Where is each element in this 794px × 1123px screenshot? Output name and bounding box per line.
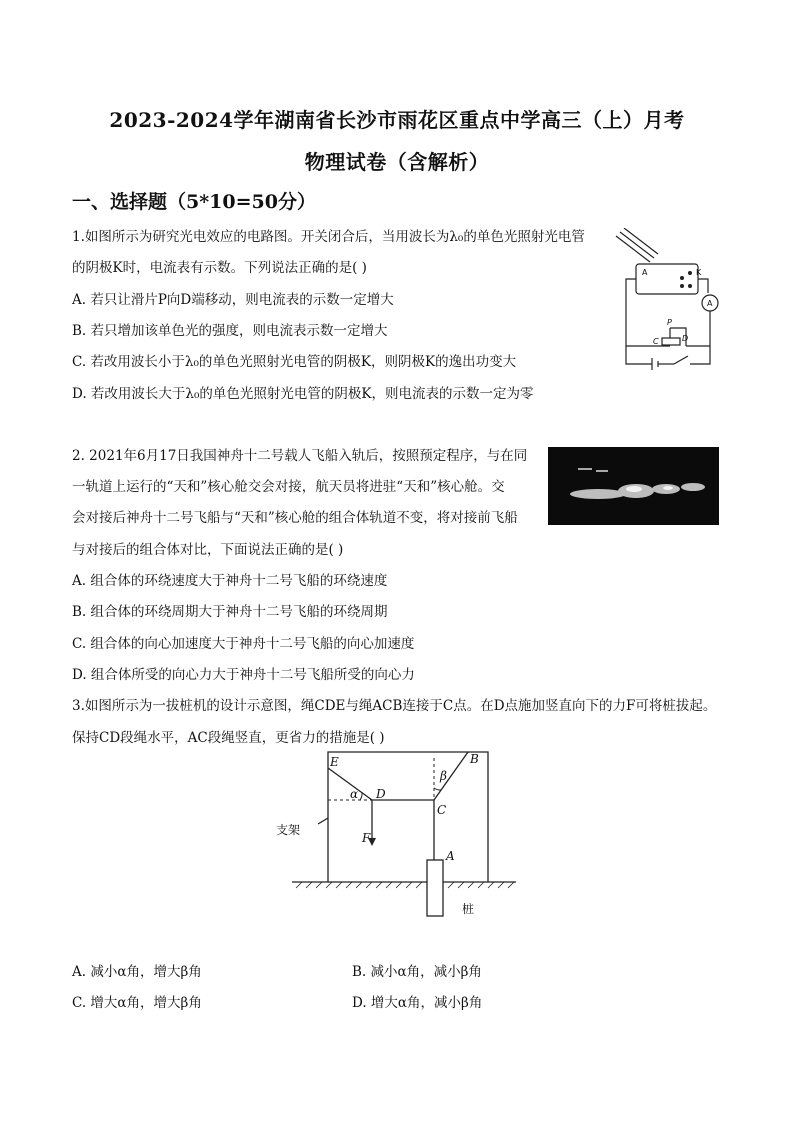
q2-stem-line4: 与对接后的组合体对比，下面说法正确的是( ) [72, 542, 344, 558]
q2-stem-line1: 2. 2021年6月17日我国神舟十二号载人飞船入轨后，按照预定程序，与在同 [72, 448, 528, 464]
q2-stem-line3: 会对接后神舟十二号飞船与“天和”核心舱的组合体轨道不变，将对接前飞船 [72, 510, 518, 526]
label-frame: 支架 [276, 823, 301, 837]
label-cathode: K [696, 268, 702, 277]
q1-stem-line2: 的阴极K时，电流表有示数。下列说法正确的是( ) [72, 260, 367, 276]
label-b: B [470, 752, 479, 766]
label-d: D [376, 787, 386, 801]
label-c: C [437, 803, 447, 817]
pile-puller-diagram [272, 748, 520, 918]
section-heading: 一、选择题（5*10=50分） [72, 191, 316, 213]
label-e: E [330, 755, 339, 769]
label-a: A [446, 849, 455, 863]
q2-option-c: C. 组合体的向心加速度大于神舟十二号飞船的向心加速度 [72, 636, 415, 652]
q2-option-a: A. 组合体的环绕速度大于神舟十二号飞船的环绕速度 [72, 573, 388, 589]
q2-stem-line2: 一轨道上运行的“天和”核心舱交会对接，航天员将进驻“天和”核心舱。交 [72, 479, 505, 495]
q1-option-d: D. 若改用波长大于λ₀的单色光照射光电管的阴极K，则电流表的示数一定为零 [72, 386, 534, 402]
q3-option-b: B. 减小α角，减小β角 [352, 964, 482, 980]
exam-title: 2023-2024学年湖南省长沙市雨花区重点中学高三（上）月考 [109, 108, 685, 132]
q1-option-a: A. 若只让滑片P向D端移动，则电流表的示数一定增大 [72, 292, 394, 308]
q1-stem-line1: 1.如图所示为研究光电效应的电路图。开关闭合后，当用波长为λ₀的单色光照射光电管 [72, 229, 585, 245]
q1-option-b: B. 若只增加该单色光的强度，则电流表示数一定增大 [72, 323, 388, 339]
label-slider-p: P [667, 318, 672, 327]
q3-stem-line2: 保持CD段绳水平，AC段绳竖直，更省力的措施是( ) [72, 730, 385, 746]
label-pile: 桩 [462, 902, 475, 916]
label-end-d: D [682, 334, 689, 343]
label-ammeter: A [707, 299, 713, 308]
q1-option-c: C. 若改用波长小于λ₀的单色光照射光电管的阴极K，则阴极K的逸出功变大 [72, 354, 517, 370]
label-anode: A [642, 268, 648, 277]
q2-option-b: B. 组合体的环绕周期大于神舟十二号飞船的环绕周期 [72, 604, 388, 620]
q3-stem-line1: 3.如图所示为一拔桩机的设计示意图，绳CDE与绳ACB连接于C点。在D点施加竖直向下的力F可将桩拔起。 [72, 698, 717, 714]
q3-option-d: D. 增大α角，减小β角 [352, 995, 483, 1011]
q3-option-a: A. 减小α角，增大β角 [72, 964, 202, 980]
label-beta: β [440, 769, 447, 783]
photoelectric-circuit-figure [612, 228, 722, 370]
label-end-c: C [653, 337, 659, 346]
q2-option-d: D. 组合体所受的向心力大于神舟十二号飞船所受的向心力 [72, 667, 415, 683]
spacecraft-docking-photo [548, 447, 719, 525]
exam-subtitle: 物理试卷（含解析） [304, 150, 490, 174]
q3-option-c: C. 增大α角，增大β角 [72, 995, 202, 1011]
label-alpha: α [350, 787, 359, 801]
label-f: F [362, 831, 371, 845]
